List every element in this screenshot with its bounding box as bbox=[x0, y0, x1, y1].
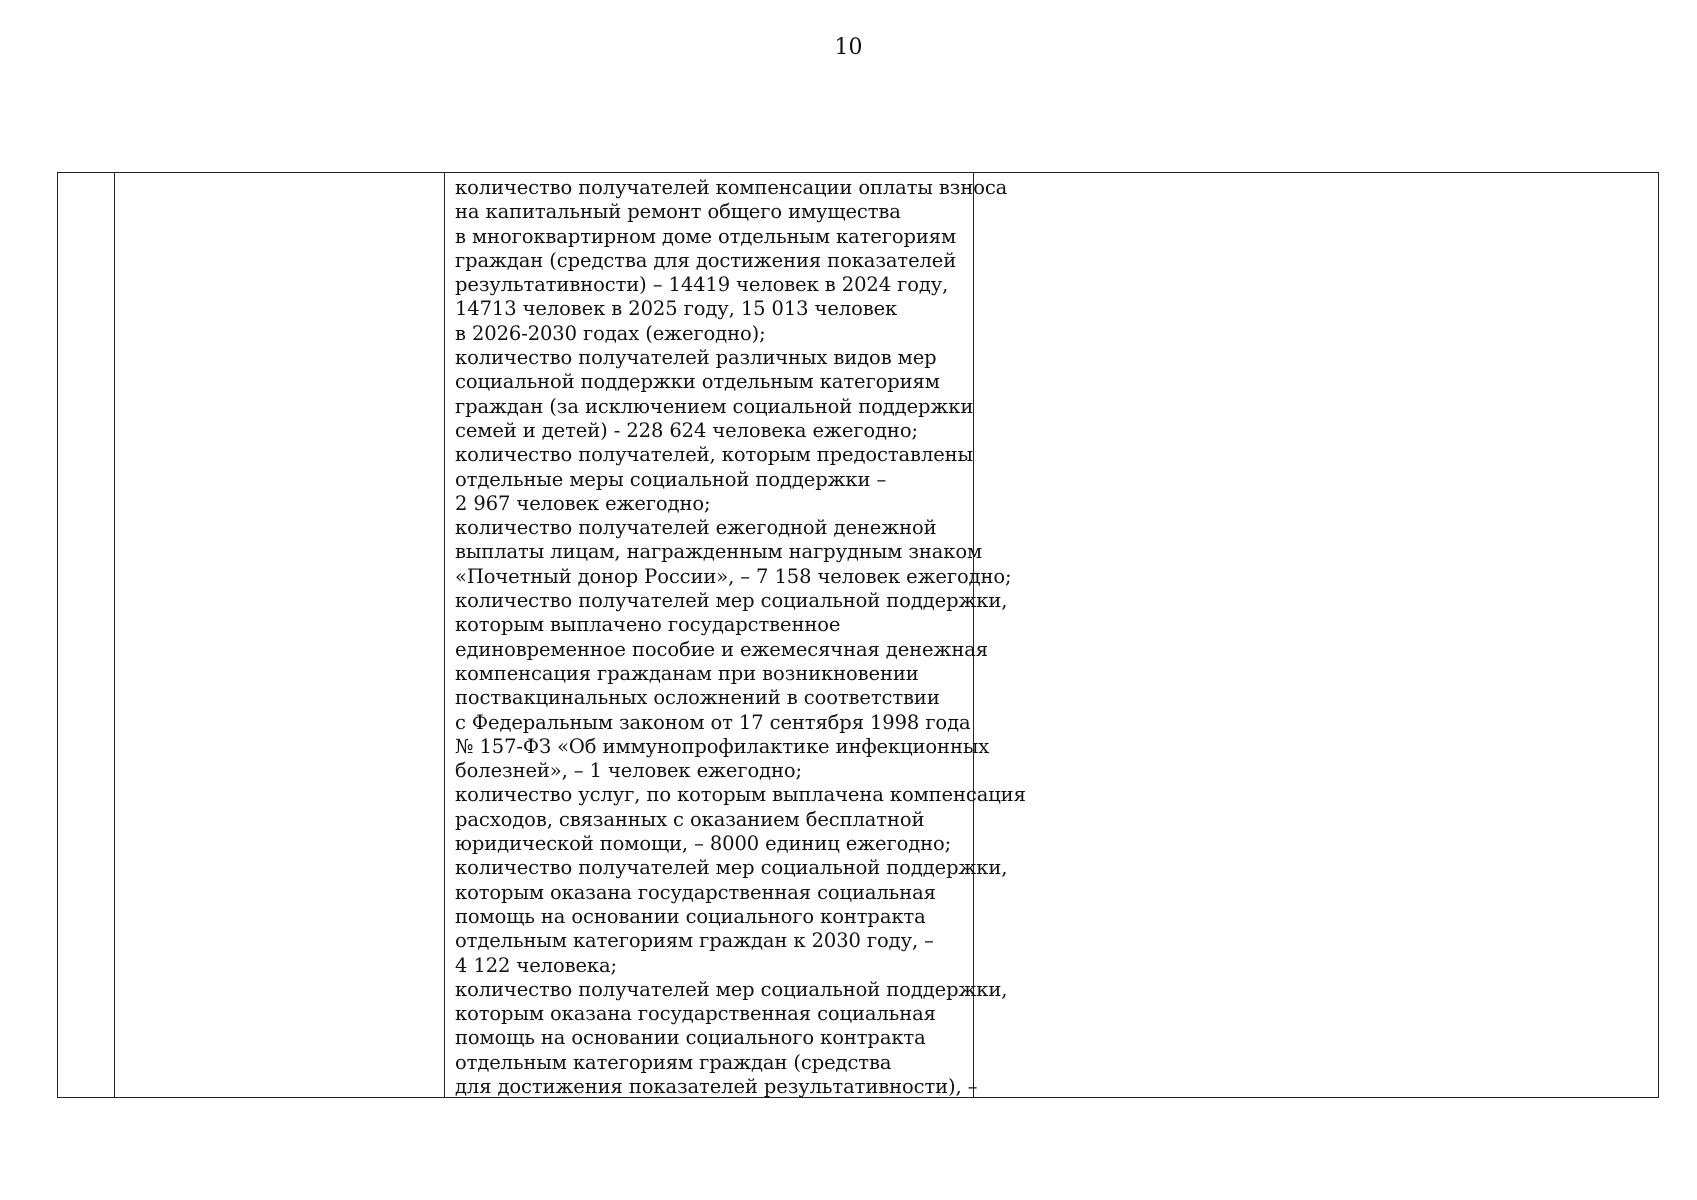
text-line: граждан (средства для достижения показателей bbox=[455, 248, 957, 272]
text-line: отдельным категориям граждан к 2030 году, – bbox=[455, 929, 934, 953]
text-line: единовременное пособие и ежемесячная денежная bbox=[455, 637, 988, 661]
text-line: которым оказана государственная социальная bbox=[455, 880, 936, 904]
text-line: «Почетный донор России», – 7 158 человек ежегодно; bbox=[455, 564, 1012, 588]
text-line: результативности) – 14419 человек в 2024 году, bbox=[455, 273, 949, 297]
text-line: для достижения показателей результативности), – bbox=[455, 1074, 978, 1098]
text-line: выплаты лицам, награжденным нагрудным знаком bbox=[455, 540, 983, 564]
text-line: в 2026-2030 годах (ежегодно); bbox=[455, 321, 766, 345]
column-divider bbox=[114, 173, 115, 1097]
text-line: на капитальный ремонт общего имущества bbox=[455, 200, 901, 224]
column-divider bbox=[444, 173, 445, 1097]
text-line: количество получателей мер социальной поддержки, bbox=[455, 977, 1008, 1001]
text-line: отдельные меры социальной поддержки – bbox=[455, 467, 887, 491]
text-line: 14713 человек в 2025 году, 15 013 человек bbox=[455, 297, 898, 321]
table-cell-indicators bbox=[455, 176, 1026, 1099]
text-line: помощь на основании социального контракта bbox=[455, 904, 926, 928]
text-line: № 157-ФЗ «Об иммунопрофилактике инфекционных bbox=[455, 734, 990, 758]
text-line: которым оказана государственная социальная bbox=[455, 1002, 936, 1026]
text-line: отдельным категориям граждан (средства bbox=[455, 1050, 892, 1074]
text-line: социальной поддержки отдельным категориям bbox=[455, 370, 940, 394]
text-line: граждан (за исключением социальной поддержки bbox=[455, 394, 974, 418]
text-line: помощь на основании социального контракта bbox=[455, 1026, 926, 1050]
text-line: количество получателей мер социальной поддержки, bbox=[455, 589, 1008, 613]
indicators-table bbox=[57, 172, 1659, 1098]
text-line: количество получателей ежегодной денежной bbox=[455, 516, 937, 540]
text-line: 2 967 человек ежегодно; bbox=[455, 491, 711, 515]
text-line: компенсация гражданам при возникновении bbox=[455, 661, 919, 685]
text-line: расходов, связанных с оказанием бесплатной bbox=[455, 807, 925, 831]
text-line: количество получателей компенсации оплаты взноса bbox=[455, 176, 1008, 199]
text-line: количество получателей различных видов мер bbox=[455, 346, 937, 370]
text-line: количество получателей, которым предоставлены bbox=[455, 443, 973, 467]
text-line: поствакцинальных осложнений в соответствии bbox=[455, 686, 940, 710]
text-line: которым выплачено государственное bbox=[455, 613, 841, 637]
text-line: количество услуг, по которым выплачена компенсация bbox=[455, 783, 1026, 807]
text-line: семей и детей) - 228 624 человека ежегодно; bbox=[455, 418, 918, 442]
text-line: 4 122 человека; bbox=[455, 953, 617, 977]
page-number: 10 bbox=[834, 35, 863, 60]
text-line: в многоквартирном доме отдельным категориям bbox=[455, 224, 957, 248]
text-line: юридической помощи, – 8000 единиц ежегодно; bbox=[455, 832, 952, 856]
text-line: с Федеральным законом от 17 сентября 1998 года bbox=[455, 710, 971, 734]
text-line: болезней», – 1 человек ежегодно; bbox=[455, 759, 803, 783]
text-line: количество получателей мер социальной поддержки, bbox=[455, 856, 1008, 880]
